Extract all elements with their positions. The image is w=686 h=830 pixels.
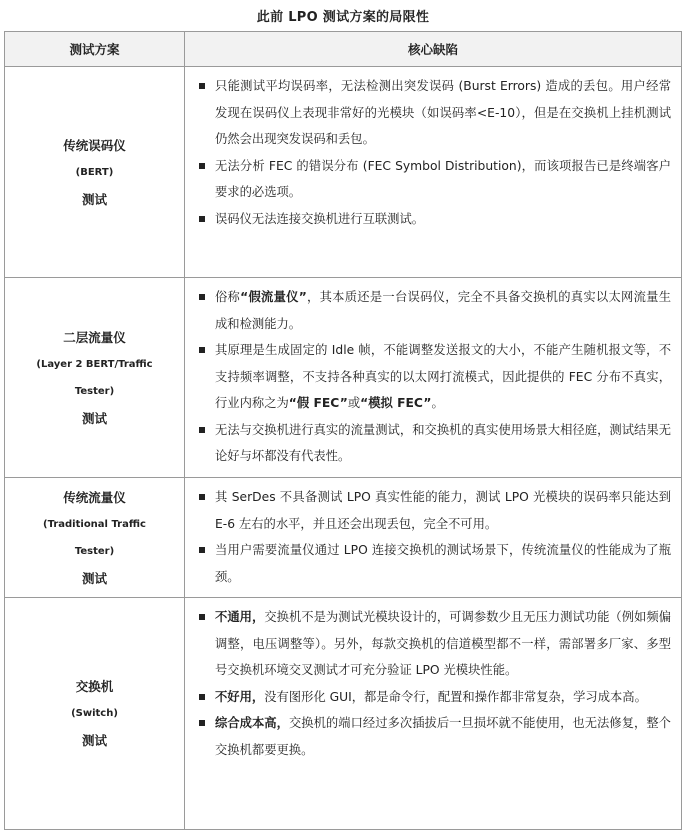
table-title: 此前 LPO 测试方案的局限性 [256, 10, 430, 25]
header-scheme: 测试方案 [5, 32, 185, 67]
defect-emphasis: “假流量仪” [240, 290, 307, 304]
scheme-name: 传统误码仪 [63, 137, 126, 153]
square-bullet-icon [199, 427, 205, 433]
scheme-subtitle: (Traditional Traffic Tester) [43, 518, 146, 557]
defect-emphasis: 不好用， [215, 689, 265, 704]
defect-text: 交换机不是为测试光模块设计的，可调参数少且无压力测试功能（例如频偏调整，电压调整等）。另外，每款交换机的信道模型都不一样，需部署多厂家、多型号交换机环境交叉测试才可充分验证 LPO 光模块性能。 [215, 610, 671, 677]
defect-list [193, 484, 671, 590]
scheme-subtitle: (Layer 2 BERT/Traffic Tester) [36, 358, 153, 397]
defect-list [193, 284, 671, 470]
scheme-cell [5, 278, 185, 478]
scheme-name: 传统流量仪 [63, 489, 126, 505]
scheme-subtitle: (BERT) [75, 166, 114, 178]
defects-cell [185, 67, 682, 278]
defect-text: 无法与交换机进行真实的流量测试，和交换机的真实使用场景大相径庭，测试结果无论好与坏都没有代表性。 [215, 422, 671, 463]
square-bullet-icon [199, 83, 205, 89]
table-row [5, 478, 682, 598]
scheme-tail: 测试 [81, 733, 107, 748]
square-bullet-icon [199, 347, 205, 353]
square-bullet-icon [199, 614, 205, 620]
table-row [5, 278, 682, 478]
defect-item [193, 484, 671, 537]
defect-item [193, 284, 671, 337]
square-bullet-icon [199, 216, 205, 222]
defect-item [193, 73, 671, 153]
scheme-name: 交换机 [75, 679, 114, 694]
square-bullet-icon [199, 494, 205, 500]
defect-text: 俗称 [215, 290, 241, 304]
defect-item [193, 206, 671, 233]
defect-emphasis: “假 FEC” [288, 396, 348, 410]
square-bullet-icon [199, 720, 205, 726]
square-bullet-icon [199, 163, 205, 169]
defect-text: 其 SerDes 不具备测试 LPO 真实性能的能力，测试 LPO 光模块的误码率只能达到 E-6 左右的水平，并且还会出现丢包，完全不可用。 [215, 490, 671, 531]
defect-item [193, 417, 671, 470]
defect-item [193, 337, 671, 417]
square-bullet-icon [199, 294, 205, 300]
limitations-table [4, 31, 682, 830]
defect-text: ，其本质还是一台误码仪，完全不具备交换机的真实以太网流量生成和检测能力。 [215, 290, 671, 331]
scheme-name: 二层流量仪 [63, 329, 126, 345]
scheme-subtitle: (Switch) [71, 708, 118, 719]
defect-item [193, 684, 671, 711]
defect-item [193, 604, 671, 684]
defect-text: 误码仪无法连接交换机进行互联测试。 [215, 211, 425, 226]
defect-emphasis: “模拟 FEC” [360, 396, 432, 410]
defect-list [193, 604, 671, 763]
defect-text: 交换机的端口经过多次插拔后一旦损坏就不能使用，也无法修复，整个交换机都要更换。 [215, 716, 671, 757]
defect-item [193, 153, 671, 206]
defect-text: 或 [347, 396, 361, 410]
defect-text: 其原理是生成固定的 Idle 帧，不能调整发送报文的大小，不能产生随机报文等，不支持频率调整，不支持各种真实的以太网打流模式，因此提供的 FEC 分布不真实，行业内称之为 [215, 343, 671, 410]
defects-cell [185, 278, 682, 478]
square-bullet-icon [199, 547, 205, 553]
defect-text: 。 [431, 396, 444, 410]
defects-cell [185, 478, 682, 598]
scheme-cell [5, 598, 185, 830]
defect-text: 无法分析 FEC 的错误分布 (FEC Symbol Distribution)，而该项报告已是终端客户要求的必选项。 [215, 158, 671, 199]
defect-emphasis: 综合成本高， [215, 716, 289, 730]
defect-list [193, 73, 671, 232]
header-defects: 核心缺陷 [185, 32, 682, 67]
table-row [5, 598, 682, 830]
scheme-tail: 测试 [81, 410, 107, 426]
scheme-cell [5, 478, 185, 598]
defect-item [193, 537, 671, 590]
scheme-tail: 测试 [81, 570, 107, 586]
scheme-tail: 测试 [81, 191, 107, 207]
square-bullet-icon [199, 694, 205, 700]
defect-text: 当用户需要流量仪通过 LPO 连接交换机的测试场景下，传统流量仪的性能成为了瓶颈。 [215, 543, 671, 584]
defect-emphasis: 不通用， [215, 610, 265, 624]
defect-item [193, 710, 671, 763]
scheme-cell [5, 67, 185, 278]
header-row [5, 32, 682, 67]
defects-cell [185, 598, 682, 830]
table-row [5, 67, 682, 278]
defect-text: 只能测试平均误码率，无法检测出突发误码 (Burst Errors) 造成的丢包。用户经常发现在误码仪上表现非常好的光模块（如误码率<E-10），但是在交换机上挂机测试仍然会出现突发误码和丢包。 [215, 79, 671, 146]
defect-text: 没有图形化 GUI，都是命令行，配置和操作都非常复杂，学习成本高。 [264, 689, 647, 704]
